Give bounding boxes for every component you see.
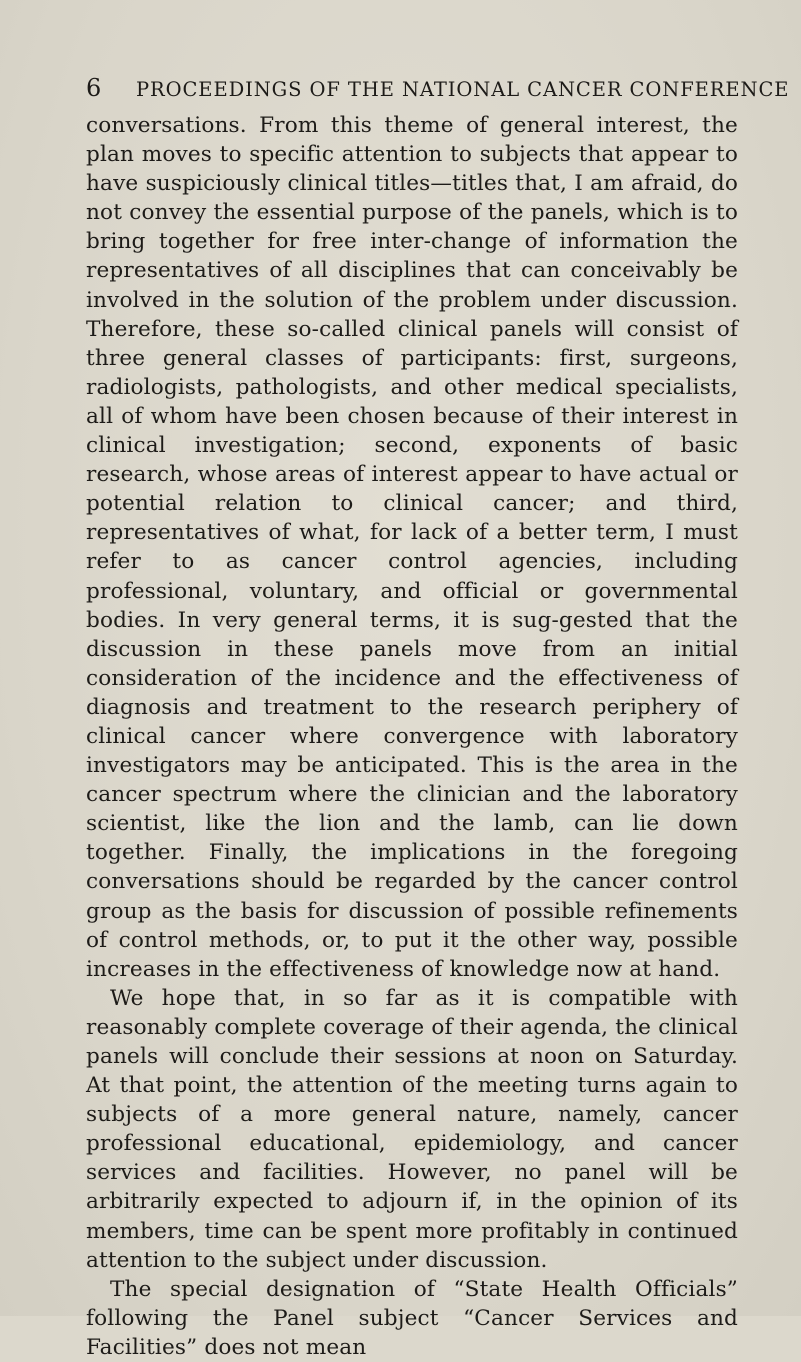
- running-head: [86, 74, 790, 108]
- paragraph: We hope that, in so far as it is compatible with reasonably complete coverage of their agenda, the clinical panels will conclude their sessions at noon on Saturday. At that point, the attention of the meeting turns again to subjects of a more general nature, namely, cancer professional educational, epidemiology, and cancer services and facilities. However, no panel will be arbitrarily expected to adjourn if, in the opinion of its members, time can be spent more profitably in continued attention to the subject under discussion.: [86, 985, 738, 1273]
- paragraph: conversations. From this theme of general interest, the plan moves to specific attention to subjects that appear to have suspiciously clinical titles—titles that, I am afraid, do not convey the essential purpose of the panels, which is to bring together for free inter-change of information the representatives of all disciplines that can conceivably be involved in the solution of the problem under discussion. Therefore, these so-called clinical panels will consist of three general classes of participants: first, surgeons, radiologists, pathologists, and other medical specialists, all of whom have been chosen because of their interest in clinical investigation; second, exponents of basic research, whose areas of interest appear to have actual or potential relation to clinical cancer; and third, representatives of what, for lack of a better term, I must refer to as cancer control agencies, including professional, voluntary, and official or governmental bodies. In very general terms, it is sug-gested that the discussion in these panels move from an initial consideration of the incidence and the effectiveness of diagnosis and treatment to the research periphery of clinical cancer where convergence with laboratory investigators may be anticipated. This is the area in the cancer spectrum where the clinician and the laboratory scientist, like the lion and the lamb, can lie down together. Finally, the implications in the foregoing conversations should be regarded by the cancer control group as the basis for discussion of possible refinements of control methods, or, to put it the other way, possible increases in the effectiveness of knowledge now at hand.: [86, 113, 738, 982]
- page-number: 6: [86, 74, 102, 102]
- running-title: PROCEEDINGS OF THE NATIONAL CANCER CONFERENCE: [136, 78, 790, 101]
- paragraph: The special designation of “State Health Officials” following the Panel subject “Cancer Services and Facilities” does not mean: [86, 1276, 738, 1360]
- body-text: [86, 111, 738, 1362]
